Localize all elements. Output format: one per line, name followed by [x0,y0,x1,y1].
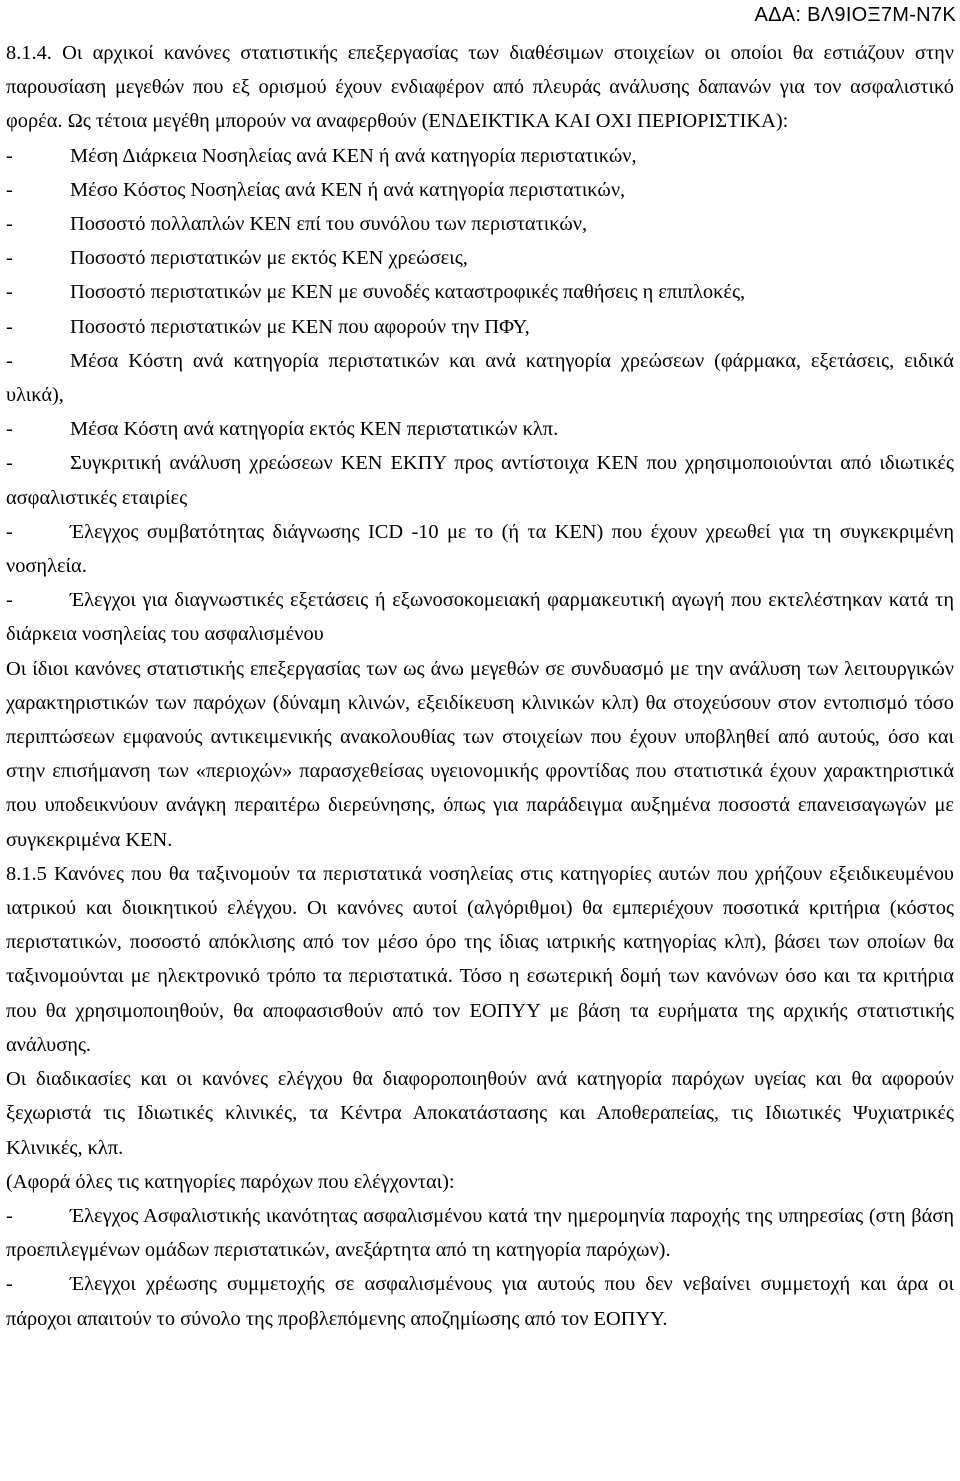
paragraph-8-1-4: 8.1.4. Οι αρχικοί κανόνες στατιστικής επεξεργασίας των διαθέσιμων στοιχείων οι οποίοι θα εστιάζουν στην παρουσίαση μεγεθών που εξ ορισμού έχουν ενδιαφέρον από πλευράς ανάλυσης δαπανών για τον ασφαλιστικό φορέα. Ως τέτοια μεγέθη μπορούν να αναφερθούν (ΕΝΔΕΙΚΤΙΚΑ ΚΑΙ ΟΧΙ ΠΕΡΙΟΡΙΣΤΙΚΑ): [6,42,954,133]
dash-marker: - [6,418,13,441]
list-item: - Έλεγχοι για διαγνωστικές εξετάσεις ή εξωνοσοκομειακή φαρμακευτική αγωγή που εκτελέστηκαν κατά τη διάρκεια νοσηλείας του ασφαλισμένου [6,583,954,651]
document-body [6,36,954,1336]
bullet-list-controls [6,1199,954,1336]
bullet-list-metrics [6,139,954,652]
list-item: - Ποσοστό περιστατικών με εκτός ΚΕΝ χρεώσεις, [6,241,954,275]
dash-marker: - [6,349,13,372]
list-item: - Έλεγχοι χρέωσης συμμετοχής σε ασφαλισμένους για αυτούς που δεν νεβαίνει συμμετοχή και άρα οι πάροχοι απαιτούν το σύνολο της προβλεπόμενης αποζημίωσης από τον ΕΟΠΥΥ. [6,1267,954,1335]
list-item: - Έλεγχος συμβατότητας διάγνωσης ICD -10 με το (ή τα ΚΕΝ) που έχουν χρεωθεί για τη συγκεκριμένη νοσηλεία. [6,515,954,583]
dash-marker: - [6,1204,13,1227]
list-item: - Ποσοστό πολλαπλών ΚΕΝ επί του συνόλου των περιστατικών, [6,207,954,241]
paragraph-statistical-rules: Οι ίδιοι κανόνες στατιστικής επεξεργασίας των ως άνω μεγεθών σε συνδυασμό με την ανάλυση των λειτουργικών χαρακτηριστικών των παρόχων (δύναμη κλινών, εξειδίκευση κλινικών κλπ) θα στοχεύσουν στον εντοπισμό τόσο περιπτώσεων εμφανούς αντικειμενικής ανακολουθίας των στοιχείων που έχουν υποβληθεί από αυτούς, όσο και στην επισήμανση των «περιοχών» παρασχεθείσας υγειονομικής φροντίδας που στατιστικά έχουν χαρακτηριστικά που υποδεικνύουν ανάγκη περαιτέρω διερεύνησης, όπως για παράδειγμα αυξημένα ποσοστά επανεισαγωγών με συγκεκριμένα ΚΕΝ. [6,657,954,851]
list-item: - Ποσοστό περιστατικών με ΚΕΝ που αφορούν την ΠΦΥ, [6,310,954,344]
dash-marker: - [6,520,13,543]
paragraph-provider-categories: Οι διαδικασίες και οι κανόνες ελέγχου θα διαφοροποιηθούν ανά κατηγορία παρόχων υγείας και θα αφορούν ξεχωριστά τις Ιδιωτικές κλινικές, τα Κέντρα Αποκατάστασης και Αποθεραπείας, τις Ιδιωτικές Ψυχιατρικές Κλινικές, κλπ. [6,1068,954,1159]
dash-marker: - [6,281,13,304]
paragraph-all-providers-note: (Αφορά όλες τις κατηγορίες παρόχων που ελέγχονται): [6,1170,455,1193]
dash-marker: - [6,1273,13,1296]
dash-marker: - [6,213,13,236]
list-item: - Μέσα Κόστη ανά κατηγορία εκτός ΚΕΝ περιστατικών κλπ. [6,412,954,446]
document-id-header: ΑΔΑ: ΒΛ9ΙΟΞ7Μ-Ν7Κ [754,4,956,26]
list-item: - Έλεγχος Ασφαλιστικής ικανότητας ασφαλισμένου κατά την ημερομηνία παροχής της υπηρεσίας (στη βάση προεπιλεγμένων ομάδων περιστατικών, ανεξάρτητα από τη κατηγορία παρόχων). [6,1199,954,1267]
dash-marker: - [6,315,13,338]
list-item: - Μέσο Κόστος Νοσηλείας ανά ΚΕΝ ή ανά κατηγορία περιστατικών, [6,173,954,207]
dash-marker: - [6,589,13,612]
list-item: - Ποσοστό περιστατικών με ΚΕΝ με συνοδές καταστροφικές παθήσεις η επιπλοκές, [6,275,954,309]
dash-marker: - [6,452,13,475]
list-item: - Μέσα Κόστη ανά κατηγορία περιστατικών και ανά κατηγορία χρεώσεων (φάρμακα, εξετάσεις, ειδικά υλικά), [6,344,954,412]
dash-marker: - [6,247,13,270]
list-item: - Μέση Διάρκεια Νοσηλείας ανά ΚΕΝ ή ανά κατηγορία περιστατικών, [6,139,954,173]
dash-marker: - [6,178,13,201]
paragraph-8-1-5: 8.1.5 Κανόνες που θα ταξινομούν τα περιστατικά νοσηλείας στις κατηγορίες αυτών που χρήζουν εξειδικευμένου ιατρικού και διοικητικού ελέγχου. Οι κανόνες αυτοί (αλγόριθμοι) θα εμπεριέχουν ποσοτικά κριτήρια (κόστος περιστατικών, ποσοστό απόκλισης από τον μέσο όρο της ίδιας ιατρικής κατηγορίας κλπ), βάσει των οποίων θα ταξινομούνται με ηλεκτρονικό τρόπο τα περιστατικά. Τόσο η εσωτερική δομή των κανόνων όσο και τα κριτήρια που θα χρησιμοποιηθούν, θα αποφασισθούν από τον ΕΟΠΥΥ με βάση τα ευρήματα της αρχικής στατιστικής ανάλυσης. [6,862,954,1056]
list-item: - Συγκριτική ανάλυση χρεώσεων ΚΕΝ ΕΚΠΥ προς αντίστοιχα ΚΕΝ που χρησιμοποιούνται από ιδιωτικές ασφαλιστικές εταιρίες [6,446,954,514]
dash-marker: - [6,144,13,167]
